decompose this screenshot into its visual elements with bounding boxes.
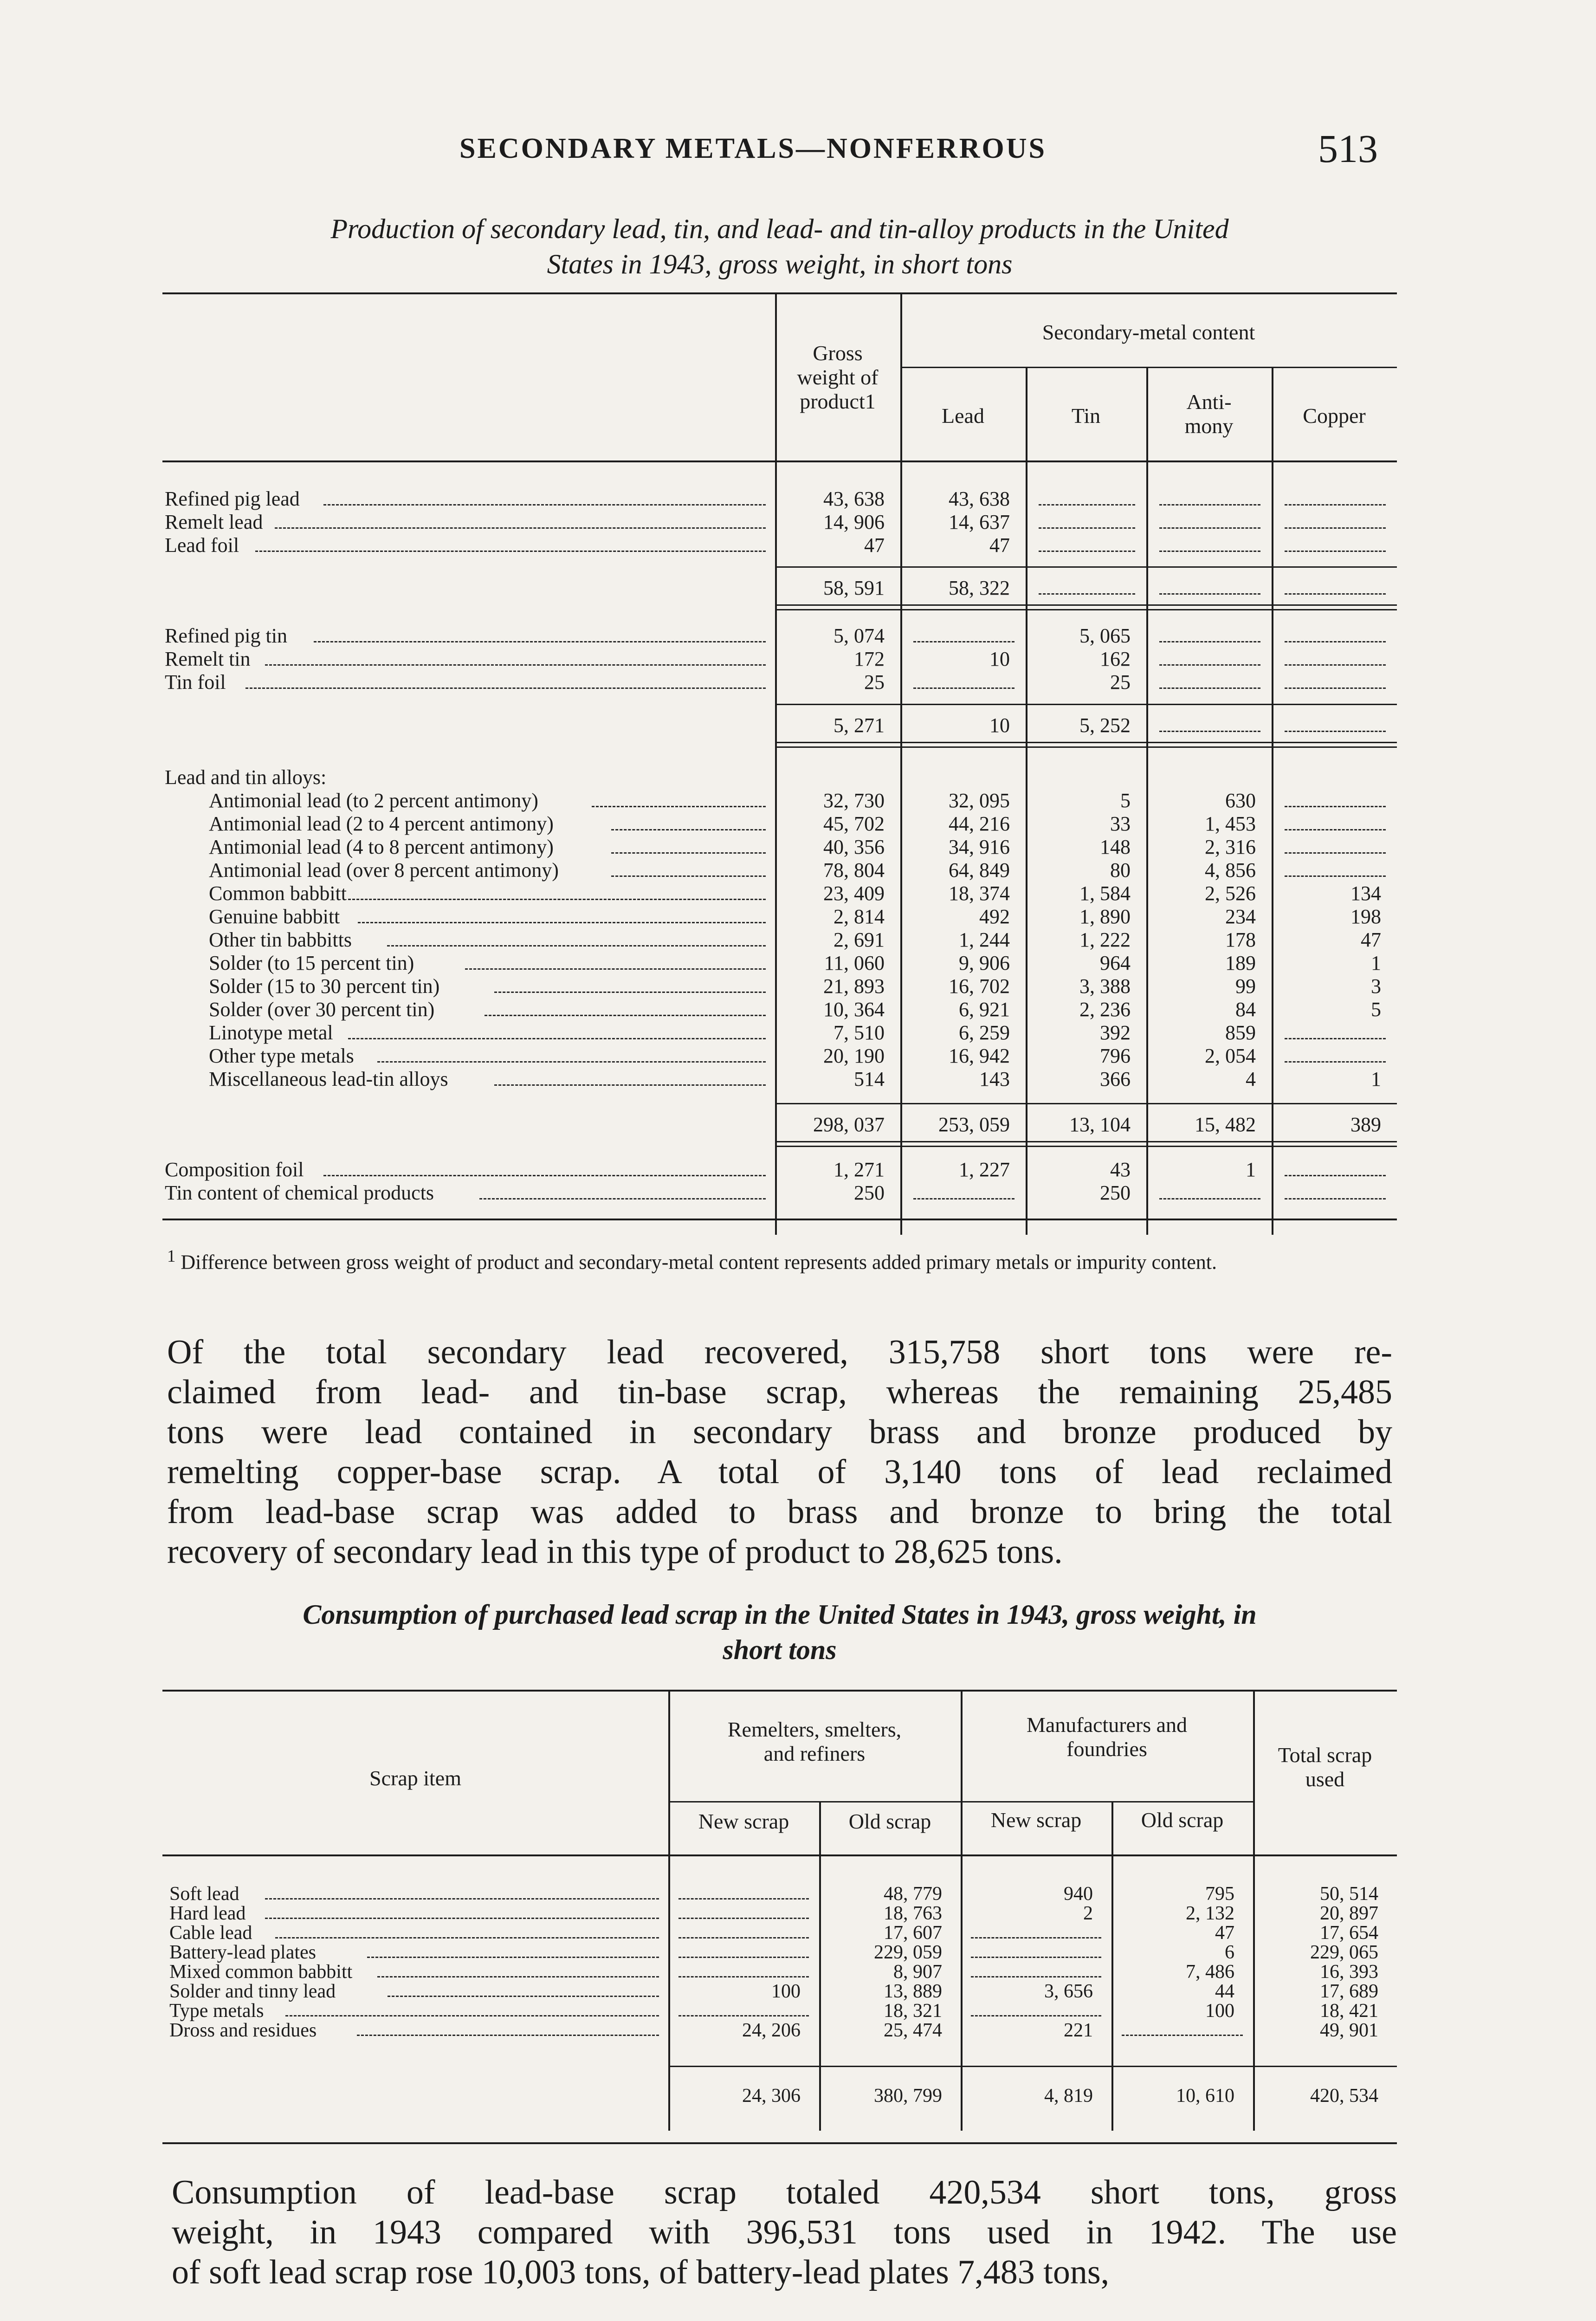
table2-cell-r_old: 18, 321 [884,2000,942,2022]
table1-leader-dots [275,527,766,529]
table1-cell-lead: 1, 227 [959,1158,1010,1181]
table2-leader-dots [265,1918,659,1919]
table2-cell-m_old: 795 [1205,1883,1234,1905]
table2-leader-dots [377,1976,659,1977]
table1-cell-gross: 78, 804 [823,859,885,882]
table1-cell-lead: 44, 216 [949,812,1010,835]
table2-cell-r_old: 8, 907 [893,1961,942,1983]
table1-rule-below-total-b [775,746,1397,748]
table1-empty-cell [1039,504,1135,506]
table1-cell-gross: 172 [854,648,885,670]
table1-row-label: Antimonial lead (2 to 4 percent antimony) [209,812,554,835]
table1-empty-cell [1285,551,1386,552]
table2-caption [153,1597,1406,1667]
table1-empty-cell [913,641,1014,642]
table1-empty-cell [1285,875,1386,877]
table1-cell-tin: 43 [1110,1158,1131,1181]
table1-leader-dots [611,852,766,854]
table1-cell-antimony: 1, 453 [1205,812,1256,835]
table1-cell-lead: 10 [989,648,1010,670]
table2-cell-total: 50, 514 [1320,1883,1378,1905]
table1-cell-lead: 6, 259 [959,1021,1010,1044]
table1-cell-lead: 6, 921 [959,998,1010,1021]
table1-row-label: Miscellaneous lead-tin alloys [209,1068,448,1090]
table1-leader-dots [494,1084,766,1086]
table1-cell-copper: 47 [1361,928,1381,951]
table2-cell-r_new: 24, 306 [742,2085,801,2107]
table2-cell-r_new: 24, 206 [742,2020,801,2041]
table1-cell-antimony: 234 [1225,905,1256,928]
table2-cell-m_old: 100 [1205,2000,1234,2022]
table1-cell-tin: 33 [1110,812,1131,835]
paragraph1-line3: tons were lead contained in secondary brass and bronze produced by [167,1413,1392,1451]
table1-rule-below-total-b [775,609,1397,610]
paragraph1-line4: remelting copper-base scrap. A total of 3,140 tons of lead reclaimed [167,1453,1392,1491]
table1-cell-lead: 18, 374 [949,882,1010,905]
table2-cell-total: 17, 689 [1320,1981,1378,2002]
table1-cell-antimony: 2, 526 [1205,882,1256,905]
table2-cell-r_old: 25, 474 [884,2020,942,2041]
table1-cell-tin: 1, 222 [1079,928,1131,951]
table1-row-label: Solder (to 15 percent tin) [209,952,414,974]
table1-rule-above-total [775,566,1397,568]
table1-row-label: Refined pig lead [165,487,300,510]
table1-divider-stub [775,292,777,1235]
table1-row-label: Tin foil [165,671,226,694]
table1-empty-cell [1285,1038,1386,1039]
table2-cell-m_old: 6 [1225,1942,1234,1963]
table2-row-label: Mixed common babbitt [169,1961,353,1983]
table2-top-rule [162,1690,1397,1692]
table1-leader-dots [387,945,766,947]
col-total-scrap-used: Total scrap used [1278,1743,1372,1791]
table1-cell-tin: 13, 104 [1069,1113,1131,1136]
table2-row-label: Battery-lead plates [169,1942,317,1963]
table1-cell-tin: 162 [1100,648,1131,670]
paragraph1-line6: recovery of secondary lead in this type of product to 28,625 tons. [167,1533,1063,1571]
paragraph-consumption [172,2172,1397,2292]
table1-leader-dots [611,829,766,830]
table1-empty-cell [1285,527,1386,529]
table1-cell-lead: 10 [989,714,1010,737]
table1-empty-cell [1159,1198,1260,1199]
table1-leader-dots [479,1198,766,1199]
table2-empty-cell [971,1937,1101,1938]
table1-cell-lead: 14, 637 [949,511,1010,533]
table2-cell-total: 420, 534 [1310,2085,1378,2107]
table1-row-label: Genuine babbitt [209,905,340,928]
table1-cell-gross: 45, 702 [823,812,885,835]
table2-cell-r_old: 17, 607 [884,1922,942,1944]
table1-row-label: Other type metals [209,1044,354,1067]
table1-cell-tin: 392 [1100,1021,1131,1044]
table1-cell-gross: 20, 190 [823,1044,885,1067]
table1-leader-dots [611,875,766,877]
col-r-new-scrap: New scrap [698,1809,789,1833]
table1-cell-gross: 40, 356 [823,836,885,858]
table1-row-label: Remelt tin [165,648,251,670]
table1-empty-cell [1285,504,1386,506]
table1-cell-lead: 32, 095 [949,789,1010,812]
table2-empty-cell [1122,2035,1243,2036]
table1-cell-antimony: 15, 482 [1195,1113,1256,1136]
table1-cell-antimony: 189 [1225,952,1256,974]
paragraph-secondary-lead [167,1332,1392,1572]
table1-leader-dots [348,1038,766,1039]
table1-rule-below-total-b [775,1146,1397,1147]
footnote-text: Difference between gross weight of product and secondary-metal content represents added primary metals or impurity content. [181,1251,1217,1274]
table1-leader-dots [323,1175,766,1176]
table1-cell-lead: 64, 849 [949,859,1010,882]
table1-empty-cell [1285,806,1386,807]
running-title: SECONDARY METALS—NONFERROUS [459,133,1047,164]
table1-row-label: Refined pig tin [165,624,287,647]
col-secondary-metal-content: Secondary-metal content [1042,320,1255,344]
table2-empty-cell [678,1957,809,1958]
table1-row-label: Common babbitt [209,882,347,905]
table1-cell-gross: 298, 037 [813,1113,885,1136]
table1-cell-tin: 25 [1110,671,1131,694]
table2-leader-dots [285,2015,659,2016]
table1-header-rule [162,460,1397,462]
table1-cell-tin: 2, 236 [1079,998,1131,1021]
col-r-old-scrap: Old scrap [848,1809,931,1833]
table1-cell-gross: 43, 638 [823,487,885,510]
table2-group-rule [668,1801,1253,1802]
table1-empty-cell [1285,593,1386,595]
table1-cell-lead: 143 [979,1068,1010,1090]
paragraph1-line2: claimed from lead- and tin-base scrap, whereas the remaining 25,485 [167,1373,1392,1411]
table1-divider-gross [900,292,902,1235]
table1-cell-tin: 148 [1100,836,1131,858]
table1-leader-dots [465,968,766,970]
table2-cell-r_old: 13, 889 [884,1981,942,2002]
table1-empty-cell [1285,852,1386,854]
table1-cell-lead: 253, 059 [938,1113,1010,1136]
table2-empty-cell [678,1976,809,1977]
table1-row-label: Tin content of chemical products [165,1181,434,1204]
table1-empty-cell [1285,731,1386,732]
table2-cell-m_old: 7, 486 [1186,1961,1234,1983]
table1-cell-copper: 134 [1350,882,1381,905]
col-m-new-scrap: New scrap [990,1808,1082,1832]
table1-rule-above-total [775,1103,1397,1104]
table1-cell-gross: 514 [854,1068,885,1090]
table1-row-label: Composition foil [165,1158,304,1181]
table1-leader-dots [358,922,766,923]
table1-cell-gross: 21, 893 [823,975,885,998]
table1-cell-lead: 492 [979,905,1010,928]
table1-cell-antimony: 2, 054 [1205,1044,1256,1067]
paragraph2-line3: of soft lead scrap rose 10,003 tons, of battery-lead plates 7,483 tons, [172,2253,1110,2291]
table1-cell-gross: 1, 271 [834,1158,885,1181]
table1-cell-antimony: 99 [1235,975,1256,998]
page-number: 513 [1318,126,1378,171]
table1-cell-tin: 3, 388 [1079,975,1131,998]
table1-cell-tin: 5 [1120,789,1131,812]
table2-row-label: Type metals [169,2000,264,2022]
col-lead: Lead [942,404,984,428]
table2-cell-total: 49, 901 [1320,2020,1378,2041]
table2-empty-cell [678,1898,809,1900]
table1-empty-cell [913,1198,1014,1199]
table1-cell-gross: 5, 074 [834,624,885,647]
table1-rule-below-total-a [775,742,1397,743]
table1-leader-dots [592,806,766,807]
table1-divider-antimony [1272,367,1273,1235]
table1-cell-antimony: 2, 316 [1205,836,1256,858]
table1-cell-lead: 47 [989,534,1010,557]
col-tin: Tin [1071,404,1101,428]
table1-cell-antimony: 630 [1225,789,1256,812]
table2-cell-m_new: 2 [1083,1903,1093,1924]
table2-row-label: Hard lead [169,1903,246,1924]
table2-header-rule [162,1854,1397,1856]
table1-row-label: Antimonial lead (to 2 percent antimony) [209,789,538,812]
table2-rule-above-total [668,2066,1397,2067]
table2-row-label: Solder and tinny lead [169,1981,336,2002]
table1-row-label: Other tin babbitts [209,928,352,951]
table1-cell-antimony: 178 [1225,928,1256,951]
table2-cell-r_old: 229, 059 [874,1942,942,1963]
table1-cell-tin: 796 [1100,1044,1131,1067]
table1-caption [153,211,1406,282]
table1-cell-lead: 16, 702 [949,975,1010,998]
table1-cell-tin: 1, 890 [1079,905,1131,928]
table1-rule-below-total-a [775,1141,1397,1142]
table1-empty-cell [1285,664,1386,666]
table1-cell-tin: 5, 065 [1079,624,1131,647]
table1-empty-cell [1285,829,1386,830]
table1-group-rule [900,367,1397,368]
table1-leader-dots [265,664,766,666]
table1-empty-cell [1159,687,1260,689]
table1-row-label: Remelt lead [165,511,263,533]
table1-empty-cell [1039,527,1135,529]
table1-cell-gross: 32, 730 [823,789,885,812]
table2-row-label: Soft lead [169,1883,239,1905]
table1-cell-gross: 10, 364 [823,998,885,1021]
table2-leader-dots [357,2035,659,2036]
table2-row-label: Dross and residues [169,2020,317,2041]
table2-leader-dots [265,1898,659,1900]
table1-top-rule [162,292,1397,294]
table1-row-label: Lead foil [165,534,239,557]
col-copper: Copper [1303,404,1366,428]
table2-cell-total: 229, 065 [1310,1942,1378,1963]
table1-cell-tin: 1, 584 [1079,882,1131,905]
table1-cell-tin: 5, 252 [1079,714,1131,737]
table1-cell-gross: 25 [864,671,885,694]
table1-cell-copper: 389 [1350,1113,1381,1136]
table1-cell-gross: 5, 271 [834,714,885,737]
table1-row-label: Solder (over 30 percent tin) [209,998,435,1021]
paragraph1-line1: Of the total secondary lead recovered, 315,758 short tons were re- [167,1333,1392,1371]
table1-cell-gross: 58, 591 [823,577,885,599]
paragraph2-line1: Consumption of lead-base scrap totaled 420,534 short tons, gross [172,2173,1397,2211]
table1-caption-line2: States in 1943, gross weight, in short tons [547,249,1013,279]
table1-leader-dots [494,992,766,993]
paragraph2-line2: weight, in 1943 compared with 396,531 tons used in 1942. The use [172,2213,1397,2251]
col-gross-weight: Gross weight of product1 [797,341,879,413]
table2-caption-line1: Consumption of purchased lead scrap in the United States in 1943, gross weight, in [303,1599,1257,1630]
table1-bottom-rule [162,1219,1397,1220]
table2-caption-line2: short tons [723,1634,837,1665]
table1-cell-gross: 7, 510 [834,1021,885,1044]
table1-empty-cell [1159,527,1260,529]
table1-cell-lead: 16, 942 [949,1044,1010,1067]
table1-cell-copper: 3 [1371,975,1381,998]
table2-cell-m_old: 2, 132 [1186,1903,1234,1924]
table2-empty-cell [678,1918,809,1919]
table1-cell-antimony: 859 [1225,1021,1256,1044]
table2-empty-cell [678,2015,809,2016]
table1-cell-copper: 1 [1371,952,1381,974]
table2-cell-r_new: 100 [771,1981,801,2002]
table2-cell-m_old: 10, 610 [1176,2085,1234,2107]
table2-leader-dots [275,1937,659,1938]
table2-cell-m_new: 940 [1064,1883,1093,1905]
table2-leader-dots [367,1957,659,1958]
table1-empty-cell [1285,1198,1386,1199]
table1-cell-copper: 1 [1371,1068,1381,1090]
table1-empty-cell [1039,593,1135,595]
table1-empty-cell [913,687,1014,689]
table1-row-label: Antimonial lead (4 to 8 percent antimony) [209,836,554,858]
table1-cell-tin: 80 [1110,859,1131,882]
table1-cell-antimony: 4 [1246,1068,1256,1090]
table1-cell-tin: 366 [1100,1068,1131,1090]
table1-cell-gross: 47 [864,534,885,557]
table1-footnote [167,1244,1392,1275]
table1-empty-cell [1285,1175,1386,1176]
table1-cell-gross: 14, 906 [823,511,885,533]
col-remelters-smelters-refiners: Remelters, smelters, and refiners [727,1718,902,1765]
col-antimony: Anti- mony [1184,390,1234,438]
table1-leader-dots [314,641,766,642]
table2-bottom-rule [162,2142,1397,2144]
table1-cell-tin: 964 [1100,952,1131,974]
table1-cell-gross: 11, 060 [824,952,885,974]
table1-empty-cell [1039,551,1135,552]
table2-row-label: Cable lead [169,1922,252,1944]
paragraph1-line5: from lead-base scrap was added to brass and bronze to bring the total [167,1493,1392,1531]
table1-row-label: Lead and tin alloys: [165,766,327,789]
table1-cell-gross: 23, 409 [823,882,885,905]
table1-cell-lead: 9, 906 [959,952,1010,974]
table2-cell-total: 16, 393 [1320,1961,1378,1983]
footnote-mark: 1 [167,1246,176,1265]
table2-cell-total: 18, 421 [1320,2000,1378,2022]
table1-cell-gross: 2, 814 [834,905,885,928]
table1-cell-lead: 43, 638 [949,487,1010,510]
table1-empty-cell [1285,641,1386,642]
table1-leader-dots [246,687,766,689]
table1-cell-tin: 250 [1100,1181,1131,1204]
table2-empty-cell [678,1937,809,1938]
table2-cell-total: 17, 654 [1320,1922,1378,1944]
table1-rule-below-total-a [775,604,1397,606]
table1-cell-lead: 1, 244 [959,928,1010,951]
table1-empty-cell [1159,551,1260,552]
table1-caption-line1: Production of secondary lead, tin, and lead- and tin-alloy products in the United [330,214,1229,244]
table2-cell-m_old: 47 [1215,1922,1234,1944]
table2-cell-r_old: 380, 799 [874,2085,942,2107]
table2-empty-cell [971,1957,1101,1958]
table2-cell-m_old: 44 [1215,1981,1234,2002]
table1-leader-dots [323,504,766,506]
table1-leader-dots [377,1061,766,1063]
table1-empty-cell [1285,1061,1386,1063]
col-manufacturers-foundries: Manufacturers and foundries [1026,1713,1188,1761]
table1-rule-above-total [775,704,1397,705]
table1-leader-dots [485,1015,766,1016]
table1-cell-copper: 198 [1350,905,1381,928]
table1-cell-antimony: 1 [1246,1158,1256,1181]
col-m-old-scrap: Old scrap [1141,1808,1224,1832]
table2-leader-dots [388,1996,659,1997]
table2-cell-m_new: 4, 819 [1044,2085,1093,2107]
table1-cell-lead: 34, 916 [949,836,1010,858]
table1-cell-gross: 250 [854,1181,885,1204]
col-scrap-item: Scrap item [369,1766,461,1790]
table2-cell-r_old: 48, 779 [884,1883,942,1905]
table2-empty-cell [971,1976,1101,1977]
table1-leader-dots [348,899,766,900]
table1-row-label: Antimonial lead (over 8 percent antimony) [209,859,559,882]
table1-empty-cell [1159,641,1260,642]
table1-empty-cell [1159,664,1260,666]
table2-cell-m_new: 221 [1064,2020,1093,2041]
table1-cell-lead: 58, 322 [949,577,1010,599]
table1-leader-dots [255,551,766,552]
table2-cell-r_old: 18, 763 [884,1903,942,1924]
table1-cell-antimony: 4, 856 [1205,859,1256,882]
table1-empty-cell [1159,731,1260,732]
table2-cell-m_new: 3, 656 [1044,1981,1093,2002]
table1-empty-cell [1285,687,1386,689]
table2-cell-total: 20, 897 [1320,1903,1378,1924]
table1-cell-gross: 2, 691 [834,928,885,951]
table1-empty-cell [1159,504,1260,506]
table1-empty-cell [1159,593,1260,595]
table1-row-label: Linotype metal [209,1021,333,1044]
table1-cell-antimony: 84 [1235,998,1256,1021]
table2-empty-cell [971,2015,1101,2016]
table1-cell-copper: 5 [1371,998,1381,1021]
table1-row-label: Solder (15 to 30 percent tin) [209,975,440,998]
